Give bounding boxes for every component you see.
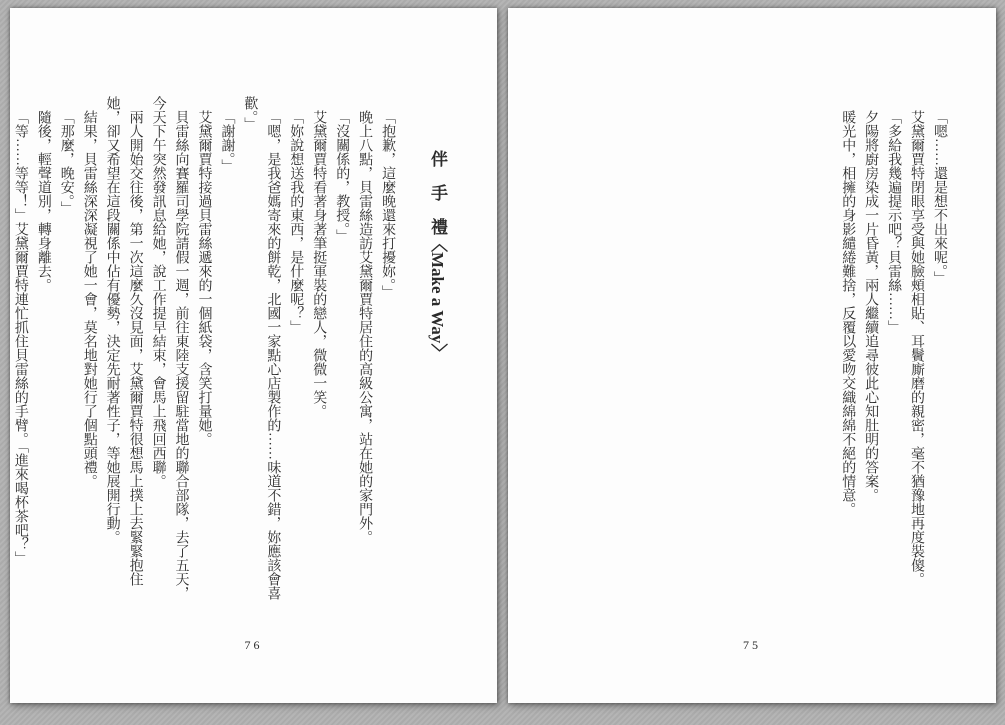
page-number-right: 75 (743, 638, 761, 652)
book-page-left (10, 8, 497, 703)
paragraph: 「嗯……還是想不出來呢。」 (932, 110, 947, 285)
paragraph: 隨後，輕聲道別，轉身離去。 (35, 110, 51, 292)
book-page-right (508, 8, 996, 703)
paragraph: 「謝謝。」 (219, 110, 235, 173)
paragraph: 結果，貝雷絲深深凝視了她一會，莫名地對她行了個點頭禮。 (81, 110, 97, 488)
paragraph: 「等……等等！」艾黛爾賈特連忙抓住貝雷絲的手臂。「進來喝杯茶吧？」 (12, 110, 28, 565)
paragraph: 暖光中，相擁的身影繾綣難捨，反覆以愛吻交織綿綿不絕的情意。 (840, 110, 856, 516)
paragraph: 「沒關係的，教授。」 (334, 110, 350, 243)
paragraph: 「多給我幾遍提示吧？貝雷絲……」 (886, 110, 902, 334)
paragraph: 貝雷絲向賽羅司學院請假一週，前往東陸支援留駐當地的聯合部隊，去了五天，今天下午突然發訊息給她，說工作提早結束，會馬上飛回西聯。 (150, 96, 189, 600)
paragraph: 晚上八點，貝雷絲造訪艾黛爾賈特居住的高級公寓，站在她的家門外。 (357, 110, 373, 544)
paragraph: 兩人開始交往後，第一次這麼久沒見面，艾黛爾賈特很想馬上撲上去緊緊抱住她，卻又希望在這段關係中佔有優勢，決定先耐著性子，等她展開行動。 (104, 96, 143, 586)
paragraph: 「嗯，是我爸媽寄來的餅乾，北國一家點心店製作的……味道不錯，妳應該會喜歡。」 (242, 96, 281, 600)
paragraph: 「那麼，晚安。」 (58, 110, 74, 215)
paragraph: 艾黛爾賈特接過貝雷絲遞來的一個紙袋，含笑打量她。 (196, 110, 212, 446)
paragraph: 「抱歉，這麼晚還來打擾妳。」 (380, 110, 396, 299)
paragraph: 艾黛爾賈特閉眼享受與她臉頰相貼、耳鬢廝磨的親密，毫不猶豫地再度裝傻。 (909, 110, 925, 586)
paragraph: 艾黛爾賈特看著身著筆挺軍裝的戀人，微微一笑。 (311, 110, 327, 418)
page-number-left: 76 (244, 638, 263, 652)
left-page-text (8, 96, 451, 608)
paragraph: 夕陽將廚房染成一片昏黃，兩人繼續追尋彼此心知肚明的答案。 (863, 110, 879, 502)
right-page-text (835, 96, 950, 608)
chapter-title: 伴 手 禮〈Make a Way〉 (428, 150, 447, 361)
paragraph: 「妳說想送我的東西，是什麼呢？」 (288, 110, 304, 334)
